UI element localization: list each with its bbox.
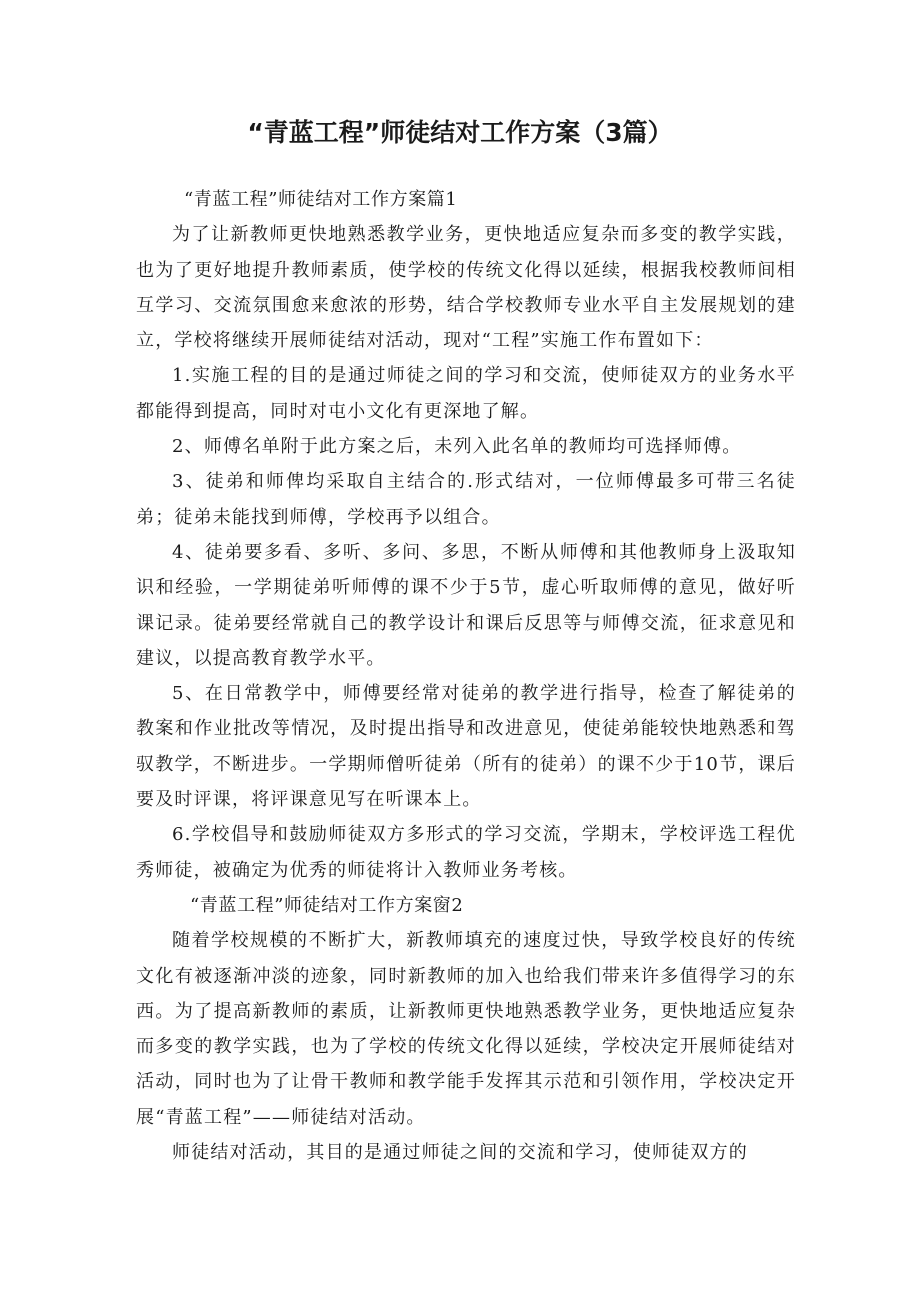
document-title: “青蓝工程”师徒结对工作方案（3篇）	[247, 118, 673, 147]
section-heading-2: “青蓝工程”师徒结对工作方案窗2	[190, 894, 464, 916]
paragraph-intro: 为了让新教师更快地熟悉教学业务，更快地适应复杂而多变的教学实践，也为了更好地提升教师素质，使学校的传统文化得以延续，根据我校教师间相互学习、交流氛围愈来愈浓的形势，结合学校教师专业水平自主发展规划的建立，学校将继续开展师徒结对活动，现对“工程”实施工作布置如下：	[136, 224, 796, 352]
paragraph-item-2: 2、师傅名单附于此方案之后，未列入此名单的教师均可选择师傅。	[172, 436, 742, 458]
paragraph-section2-purpose: 师徒结对活动，其目的是通过师徒之间的交流和学习，使师徒双方的	[172, 1142, 748, 1164]
paragraph-item-1: 1.实施工程的目的是通过师徒之间的学习和交流，使师徒双方的业务水平都能得到提高，同时对屯小文化有更深地了解。	[136, 365, 796, 422]
paragraph-item-4: 4、徒弟要多看、多听、多问、多思，不断从师傅和其他教师身上汲取知识和经验，一学期徒弟听师傅的课不少于5节，虚心听取师傅的意见，做好听课记录。徒弟要经常就自己的教学设计和课后反思等与师傅交流，征求意见和建议，以提高教育教学水平。	[136, 541, 796, 669]
section-heading-1: “青蓝工程”师徒结对工作方案篇1	[184, 189, 458, 210]
document-body	[136, 182, 796, 1170]
paragraph-item-5: 5、在日常教学中，师傅要经常对徒弟的教学进行指导，检查了解徒弟的教案和作业批改等情况，及时提出指导和改进意见，使徒弟能较快地熟悉和驾驭教学，不断进步。一学期师僧听徒弟（所有的徒弟）的课不少于10节，课后要及时评课，将评课意见写在听课本上。	[136, 683, 796, 811]
paragraph-section2-intro: 随着学校规模的不断扩大，新教师填充的速度过快，导致学校良好的传统文化有被逐渐冲淡的迹象，同时新教师的加入也给我们带来许多值得学习的东西。为了提高新教师的素质，让新教师更快地熟悉教学业务，更快地适应复杂而多变的教学实践，也为了学校的传统文化得以延续，学校决定开展师徒结对活动，同时也为了让骨干教师和教学能手发挥其示范和引领作用，学校决定开展“青蓝工程”——师徒结对活动。	[136, 930, 796, 1128]
paragraph-item-6: 6.学校倡导和鼓励师徒双方多形式的学习交流，学期末，学校评选工程优秀师徒，被确定为优秀的师徒将计入教师业务考核。	[136, 824, 796, 881]
paragraph-item-3: 3、徒弟和师俾均采取自主结合的.形式结对，一位师傅最多可带三名徒弟；徒弟未能找到师傅，学校再予以组合。	[136, 471, 796, 528]
